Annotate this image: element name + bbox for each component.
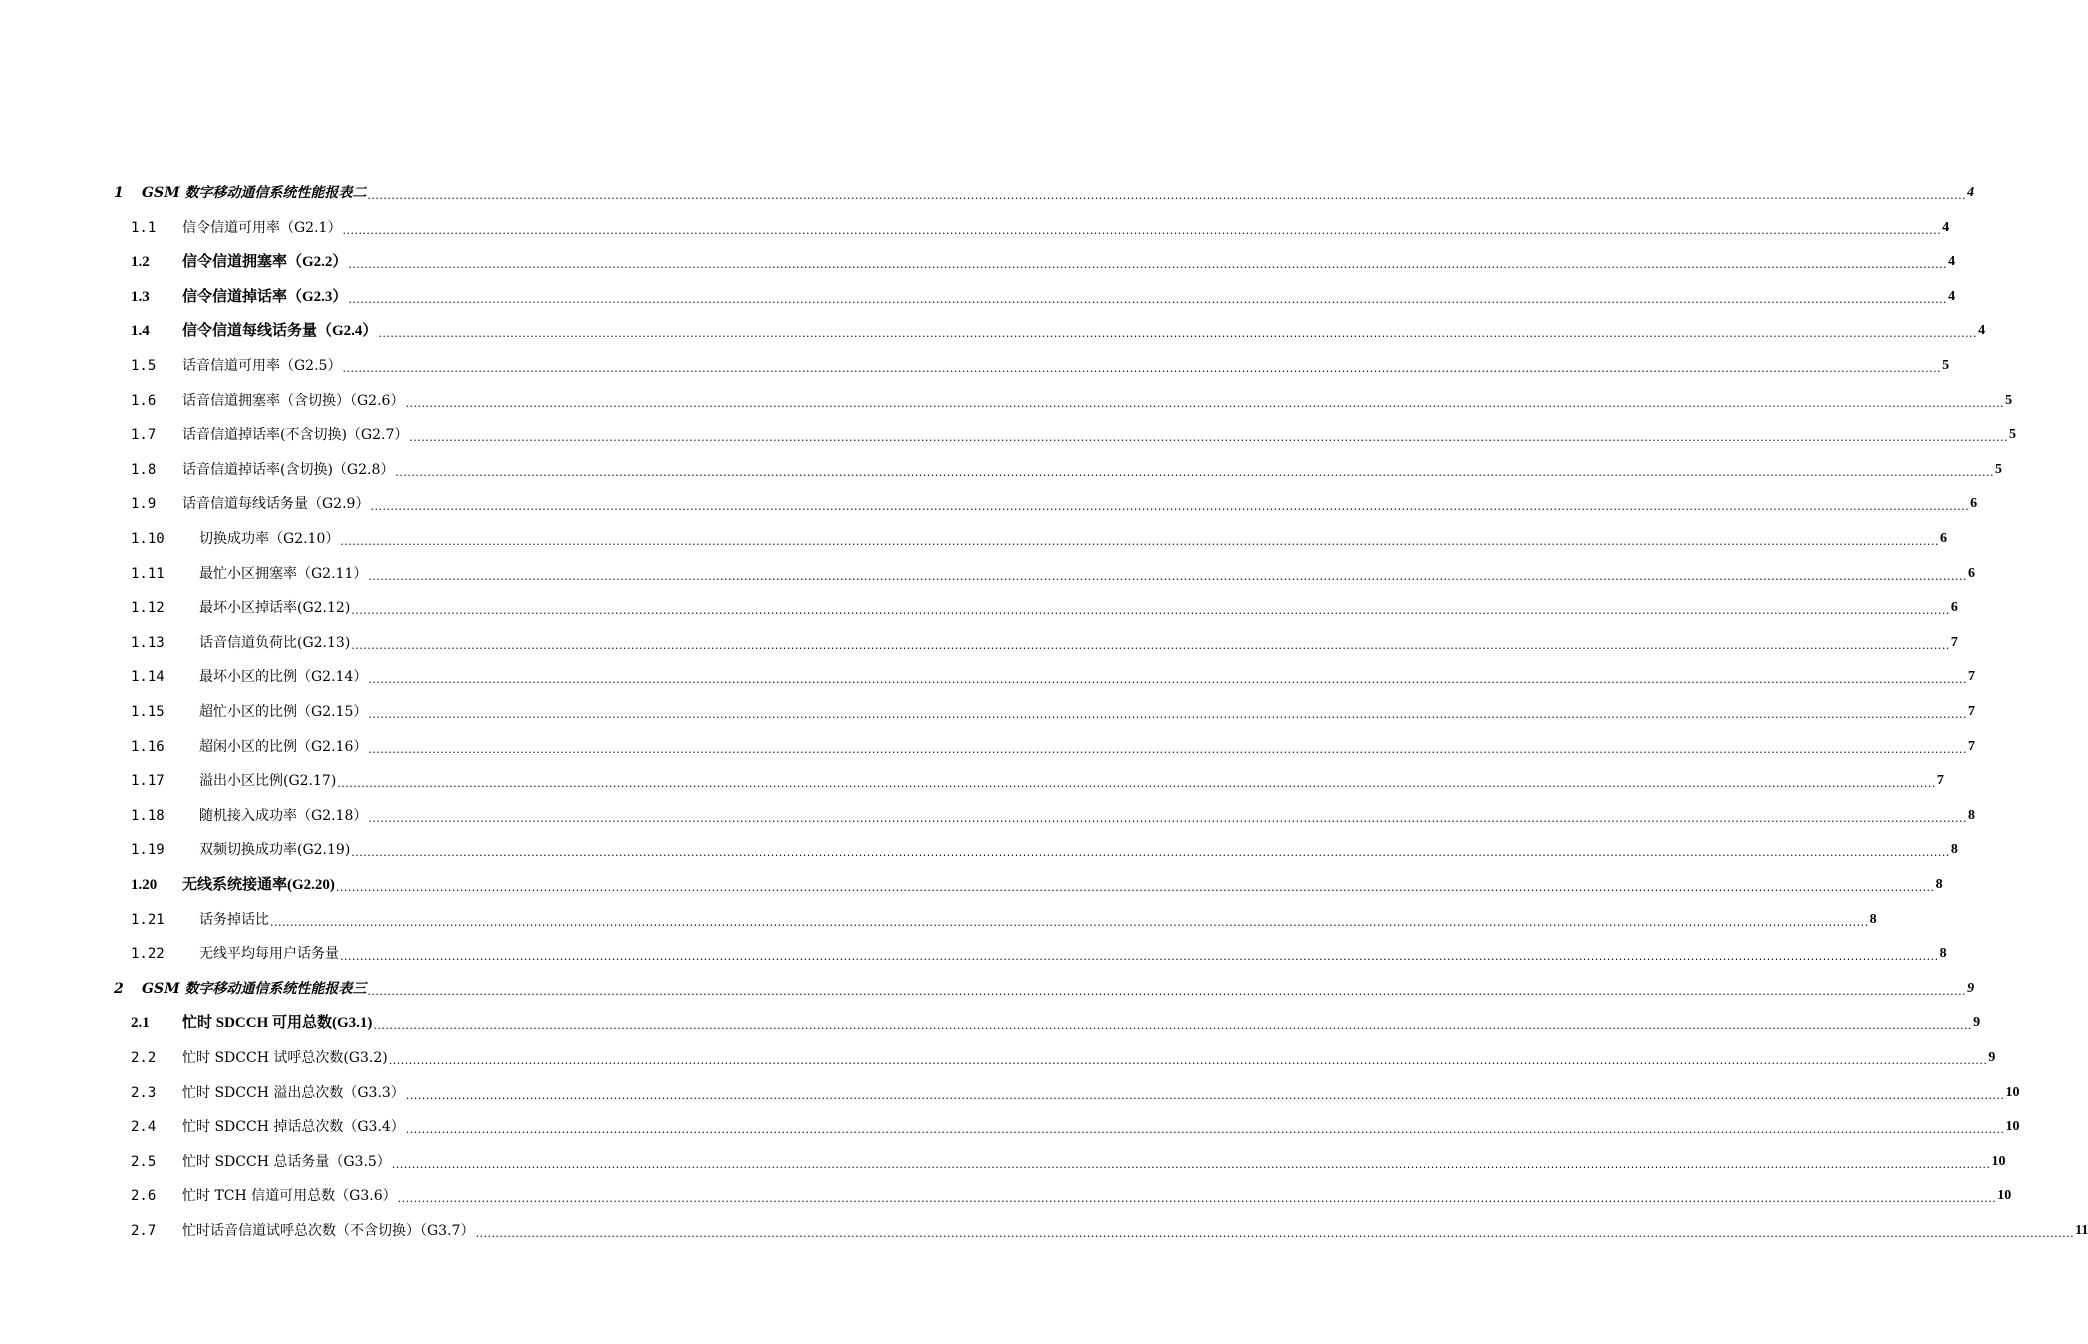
- dot-leader: ................................................................................................................................................................................................................................................................................................................................................................................................................: [409, 431, 2009, 445]
- toc-entry-title: 信令信道每线话务量（G2.4）: [182, 323, 378, 340]
- toc-entry-page-number: 5: [2005, 392, 2013, 408]
- toc-section-entry[interactable]: [131, 591, 1958, 625]
- toc-entry-number: 1.3: [131, 288, 150, 305]
- toc-entry-page-number: 4: [1942, 219, 1950, 235]
- toc-entry-page-number: 6: [1940, 531, 1947, 546]
- dot-leader: ................................................................................................................................................................................................................................................................................................................................................................................................................: [342, 223, 1942, 237]
- toc-entry-number: 1.19: [131, 842, 165, 859]
- dot-leader: ................................................................................................................................................................................................................................................................................................................................................................................................................: [378, 327, 1978, 341]
- toc-entry-number: 2.1: [131, 1015, 150, 1032]
- toc-section-entry[interactable]: [131, 660, 1975, 694]
- dot-leader: ................................................................................................................................................................................................................................................................................................................................................................................................................: [368, 811, 1967, 825]
- dot-leader: ................................................................................................................................................................................................................................................................................................................................................................................................................: [340, 950, 1939, 964]
- toc-entry-title: 随机接入成功率（G2.18）: [199, 807, 368, 824]
- toc-entry-title: 话务掉话比: [199, 911, 269, 928]
- toc-entry-title: 忙时 SDCCH 试呼总次数(G3.2): [182, 1050, 388, 1066]
- toc-section-entry[interactable]: [131, 280, 1956, 314]
- dot-leader: ................................................................................................................................................................................................................................................................................................................................................................................................................: [373, 1019, 1973, 1033]
- dot-leader: ................................................................................................................................................................................................................................................................................................................................................................................................................: [335, 881, 1935, 894]
- dot-leader: ................................................................................................................................................................................................................................................................................................................................................................................................................: [405, 1123, 2005, 1137]
- toc-entry-title: 双频切换成功率(G2.19): [199, 842, 351, 859]
- toc-entry-title: 超忙小区的比例（G2.15）: [199, 704, 368, 720]
- dot-leader: ................................................................................................................................................................................................................................................................................................................................................................................................................: [348, 292, 1948, 306]
- toc-entry-page-number: 9: [1967, 980, 1975, 996]
- toc-entry-number: 1.11: [131, 565, 165, 582]
- toc-entry-number: 1.22: [131, 946, 165, 963]
- toc-entry-title: 忙时 SDCCH 掉话总次数（G3.4）: [182, 1119, 405, 1136]
- toc-section-entry[interactable]: [131, 1145, 2006, 1179]
- toc-entry-page-number: 10: [1991, 1153, 2006, 1169]
- toc-section-entry[interactable]: [131, 695, 1975, 729]
- toc-entry-number: 1.18: [131, 807, 165, 824]
- toc-entry-title: 信令信道掉话率（G2.3）: [182, 288, 348, 305]
- toc-entry-title: 话音信道每线话务量（G2.9）: [182, 496, 370, 513]
- toc-entry-number: 1.10: [131, 531, 165, 547]
- dot-leader: ................................................................................................................................................................................................................................................................................................................................................................................................................: [405, 1088, 2005, 1102]
- toc-entry-title: 超闲小区的比例（G2.16）: [199, 738, 368, 755]
- toc-entry-number: 1.2: [131, 254, 150, 271]
- toc-entry-number: 1.20: [131, 877, 158, 893]
- dot-leader: ................................................................................................................................................................................................................................................................................................................................................................................................................: [367, 189, 1967, 202]
- toc-section-entry[interactable]: [131, 1110, 2020, 1144]
- toc-entry-number: 1.7: [131, 427, 157, 444]
- toc-entry-number: 2: [114, 980, 124, 997]
- toc-entry-title: 切换成功率（G2.10）: [199, 531, 340, 547]
- dot-leader: ................................................................................................................................................................................................................................................................................................................................................................................................................: [475, 1227, 2075, 1240]
- toc-entry-page-number: 11: [2075, 1223, 2088, 1238]
- toc-section-entry[interactable]: [131, 833, 1958, 867]
- toc-entry-number: 2.4: [131, 1119, 157, 1136]
- dot-leader: ................................................................................................................................................................................................................................................................................................................................................................................................................: [391, 1157, 1991, 1171]
- dot-leader: ................................................................................................................................................................................................................................................................................................................................................................................................................: [397, 1192, 1997, 1206]
- toc-entry-page-number: 9: [1988, 1050, 1996, 1065]
- toc-section-entry[interactable]: [131, 1076, 2020, 1110]
- dot-leader: ................................................................................................................................................................................................................................................................................................................................................................................................................: [342, 362, 1942, 375]
- toc-section-entry[interactable]: [131, 868, 1943, 902]
- toc-entry-page-number: 8: [1968, 807, 1975, 823]
- toc-section-entry[interactable]: [131, 557, 1975, 591]
- toc-section-entry[interactable]: [131, 418, 2017, 452]
- toc-section-entry[interactable]: [131, 799, 1975, 833]
- toc-section-entry[interactable]: [131, 730, 1975, 764]
- dot-leader: ................................................................................................................................................................................................................................................................................................................................................................................................................: [367, 984, 1967, 998]
- dot-leader: ................................................................................................................................................................................................................................................................................................................................................................................................................: [395, 465, 1995, 479]
- toc-entry-number: 1.16: [131, 738, 165, 755]
- dot-leader: ................................................................................................................................................................................................................................................................................................................................................................................................................: [368, 742, 1967, 756]
- dot-leader: ................................................................................................................................................................................................................................................................................................................................................................................................................: [388, 1054, 1988, 1067]
- dot-leader: ................................................................................................................................................................................................................................................................................................................................................................................................................: [368, 569, 1967, 583]
- toc-entry-number: 1.15: [131, 704, 165, 720]
- dot-leader: ................................................................................................................................................................................................................................................................................................................................................................................................................: [368, 673, 1967, 687]
- toc-entry-number: 1: [114, 185, 124, 201]
- toc-section-entry[interactable]: [131, 211, 1950, 245]
- dot-leader: ................................................................................................................................................................................................................................................................................................................................................................................................................: [351, 604, 1950, 618]
- toc-section-entry[interactable]: [131, 487, 1978, 521]
- toc-entry-number: 1.8: [131, 461, 157, 478]
- dot-leader: ................................................................................................................................................................................................................................................................................................................................................................................................................: [348, 258, 1948, 272]
- toc-entry-page-number: 10: [2005, 1119, 2020, 1135]
- dot-leader: ................................................................................................................................................................................................................................................................................................................................................................................................................: [368, 708, 1967, 721]
- toc-chapter-entry[interactable]: [114, 176, 1975, 210]
- toc-entry-page-number: 9: [1973, 1015, 1981, 1031]
- toc-entry-title: 忙时话音信道试呼总次数（不含切换）（G3.7）: [182, 1223, 475, 1239]
- toc-entry-number: 2.5: [131, 1153, 157, 1170]
- toc-entry-title: 信令信道可用率（G2.1）: [182, 219, 342, 236]
- toc-entry-number: 2.6: [131, 1188, 157, 1205]
- toc-entry-title: GSM 数字移动通信系统性能报表三: [142, 980, 367, 997]
- dot-leader: ................................................................................................................................................................................................................................................................................................................................................................................................................: [370, 500, 1970, 514]
- toc-entry-page-number: 8: [1939, 946, 1947, 962]
- toc-entry-page-number: 5: [1942, 358, 1950, 373]
- toc-entry-number: 2.7: [131, 1223, 157, 1239]
- toc-entry-page-number: 5: [1995, 461, 2003, 477]
- toc-entry-title: 无线系统接通率(G2.20): [182, 877, 335, 893]
- toc-entry-number: 1.9: [131, 496, 157, 513]
- dot-leader: ................................................................................................................................................................................................................................................................................................................................................................................................................: [337, 777, 1936, 791]
- toc-entry-title: 最坏小区掉话率(G2.12): [199, 600, 351, 617]
- toc-entry-page-number: 7: [1968, 738, 1975, 754]
- toc-entry-page-number: 5: [2009, 427, 2017, 443]
- toc-entry-title: 信令信道拥塞率（G2.2）: [182, 254, 348, 271]
- toc-entry-page-number: 7: [1950, 634, 1958, 650]
- toc-entry-page-number: 8: [1869, 911, 1877, 927]
- toc-entry-number: 1.14: [131, 669, 165, 686]
- dot-leader: ................................................................................................................................................................................................................................................................................................................................................................................................................: [351, 846, 1950, 860]
- toc-section-entry[interactable]: [131, 1179, 2012, 1213]
- toc-section-entry[interactable]: [131, 626, 1958, 660]
- toc-entry-title: 忙时 SDCCH 可用总数(G3.1): [182, 1015, 373, 1032]
- toc-entry-title: 最忙小区拥塞率（G2.11）: [199, 565, 368, 582]
- dot-leader: ................................................................................................................................................................................................................................................................................................................................................................................................................: [340, 535, 1939, 548]
- toc-entry-page-number: 4: [1978, 323, 1986, 339]
- toc-entry-title: 话音信道可用率（G2.5）: [182, 358, 342, 374]
- toc-section-entry[interactable]: [131, 314, 1986, 348]
- toc-entry-number: 1.12: [131, 600, 165, 617]
- toc-entry-page-number: 4: [1948, 254, 1956, 270]
- toc-section-entry[interactable]: [131, 1214, 2088, 1248]
- toc-entry-title: 话音信道拥塞率（含切换）（G2.6）: [182, 392, 405, 409]
- toc-entry-title: 话音信道掉话率(不含切换)（G2.7）: [182, 427, 409, 444]
- toc-entry-number: 1.13: [131, 634, 165, 651]
- toc-entry-title: 话音信道负荷比(G2.13): [199, 634, 351, 651]
- toc-entry-number: 1.6: [131, 392, 157, 409]
- toc-section-entry[interactable]: [131, 937, 1947, 971]
- toc-section-entry[interactable]: [131, 384, 2013, 418]
- toc-entry-title: 最坏小区的比例（G2.14）: [199, 669, 368, 686]
- dot-leader: ................................................................................................................................................................................................................................................................................................................................................................................................................: [405, 396, 2005, 410]
- toc-entry-page-number: 6: [1950, 600, 1958, 616]
- toc-section-entry[interactable]: [131, 522, 1947, 556]
- toc-section-entry[interactable]: [131, 1041, 1996, 1075]
- toc-entry-number: 1.17: [131, 773, 165, 790]
- toc-section-entry[interactable]: [131, 764, 1944, 798]
- toc-entry-number: 1.5: [131, 358, 157, 374]
- toc-entry-title: 话音信道掉话率(含切换)（G2.8）: [182, 461, 395, 478]
- toc-entry-page-number: 10: [1997, 1188, 2012, 1204]
- toc-entry-title: 溢出小区比例(G2.17): [199, 773, 337, 790]
- toc-chapter-entry[interactable]: [114, 972, 1975, 1006]
- toc-entry-page-number: 7: [1936, 773, 1944, 789]
- toc-section-entry[interactable]: [131, 903, 1877, 937]
- toc-entry-page-number: 8: [1950, 842, 1958, 858]
- dot-leader: ................................................................................................................................................................................................................................................................................................................................................................................................................: [351, 638, 1950, 652]
- toc-entry-page-number: 4: [1948, 288, 1956, 304]
- toc-entry-page-number: 4: [1967, 185, 1975, 200]
- toc-entry-page-number: 6: [1968, 565, 1975, 581]
- dot-leader: ................................................................................................................................................................................................................................................................................................................................................................................................................: [270, 915, 1869, 929]
- toc-section-entry[interactable]: [131, 453, 2003, 487]
- toc-entry-page-number: 8: [1935, 877, 1943, 892]
- toc-entry-title: 忙时 TCH 信道可用总数（G3.6）: [182, 1188, 397, 1205]
- toc-entry-title: 忙时 SDCCH 溢出总次数（G3.3）: [182, 1084, 405, 1101]
- toc-section-entry[interactable]: [131, 349, 1950, 383]
- toc-entry-number: 2.3: [131, 1084, 157, 1101]
- toc-entry-number: 1.21: [131, 911, 165, 928]
- toc-entry-title: GSM 数字移动通信系统性能报表二: [142, 185, 367, 201]
- toc-entry-page-number: 7: [1968, 669, 1975, 685]
- toc-entry-number: 1.4: [131, 323, 150, 340]
- toc-entry-page-number: 10: [2005, 1084, 2020, 1100]
- toc-section-entry[interactable]: [131, 1006, 1981, 1040]
- toc-entry-title: 忙时 SDCCH 总话务量（G3.5）: [182, 1153, 391, 1170]
- toc-entry-number: 2.2: [131, 1050, 157, 1066]
- toc-entry-title: 无线平均每用户话务量: [199, 946, 339, 963]
- toc-entry-page-number: 6: [1970, 496, 1978, 512]
- toc-section-entry[interactable]: [131, 245, 1956, 279]
- toc-entry-page-number: 7: [1968, 704, 1975, 719]
- toc-entry-number: 1.1: [131, 219, 157, 236]
